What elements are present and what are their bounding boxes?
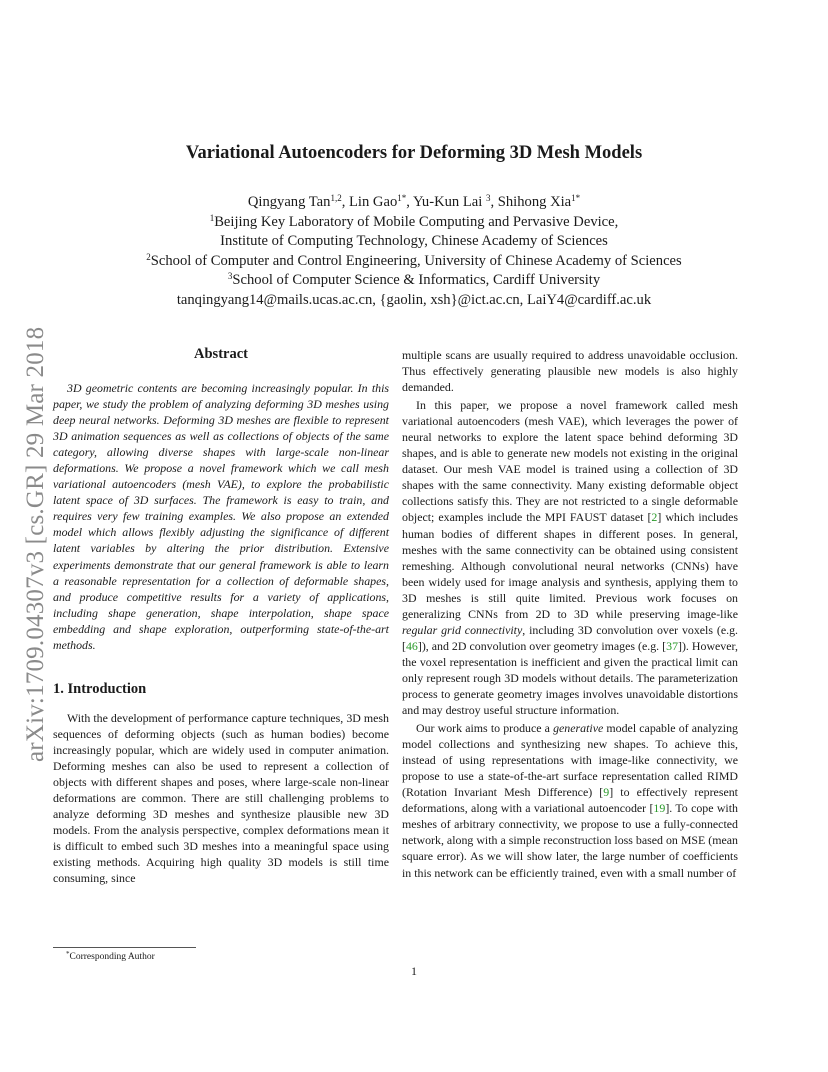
left-column (53, 344, 389, 886)
right-column (402, 347, 738, 881)
abstract-heading: Abstract (194, 346, 248, 362)
text-run: ]. To cope with meshes of arbitrary connectivity, we propose to use a fully-connected network, along with a simple reconstruction loss based on MSE (mean square error). As we will show later, the large number of coefficients in this network can be efficiently trained, even with a small number of (402, 801, 738, 880)
affiliation-3 (60, 271, 768, 291)
aff-sup: 2 (146, 251, 151, 262)
footnote-mark: * (66, 950, 70, 958)
intro-heading: 1. Introduction (53, 680, 147, 697)
footnote-rule (53, 947, 196, 948)
emphasis: generative (553, 721, 604, 736)
author-name: , Lin Gao (341, 194, 398, 210)
author-name: , Yu-Kun Lai (406, 194, 486, 210)
citation-link[interactable]: 37 (666, 638, 679, 653)
author-sup: 1,2 (330, 193, 342, 203)
author-line (60, 193, 768, 213)
aff-sup: 3 (227, 271, 233, 281)
author-sup: 1* (571, 193, 581, 203)
text-run: , including 3D convolution over voxels (e.g. [ (402, 622, 738, 653)
footnote-text: Corresponding Author (69, 952, 155, 962)
emails: tanqingyang14@mails.ucas.ac.cn, {gaolin, xsh}@ict.ac.cn, LaiY4@cardiff.ac.uk (176, 291, 652, 308)
body-paragraph-3 (402, 720, 738, 880)
aff-text: School of Computer and Control Engineering, University of Chinese Academy of Sciences (150, 252, 682, 269)
page-number: 1 (411, 964, 417, 978)
author-sup: 3 (485, 193, 491, 203)
author-name: , Shihong Xia (490, 194, 572, 210)
intro-paragraph: With the development of performance capture techniques, 3D mesh sequences of deforming objects (such as human bodies) become increasingly popular, which are widely used in computer animation. Deforming meshes can also be used to represent a collection of objects with different shapes and poses, where large-scale non-linear deformations are common. There are still challenging problems to analyze deforming 3D meshes and synthesize plausible new 3D models. From the analysis perspective, complex deformations mean it is difficult to embed such 3D meshes into a meaningful space using existing methods. Acquiring high quality 3D models is still time consuming, since (53, 710, 389, 886)
citation-link[interactable]: 9 (603, 785, 610, 800)
continued-paragraph: multiple scans are usually required to address unavoidable occlusion. Thus effectively generating plausible new models is also highly demanded. (402, 348, 738, 395)
text-run: In this paper, we propose a novel framework called mesh variational autoencoders (mesh VAE), which leverages the power of neural networks to explore the latent space behind deforming 3D shapes, and is able to generate new models not existing in the original dataset. Our mesh VAE model is trained using a collection of 3D shapes with the same connectivity. Many existing deformable object collections satisfy this. They are not restricted to a single deformable object; examples include the MPI FAUST dataset [ (402, 398, 738, 525)
text-run: ] which includes human bodies of different shapes in different poses. In general, meshes with the same connectivity can be obtained using consistent remeshing. Although convolutional neural networks (CNNs) have been widely used for image analysis and synthesis, applying them to 3D meshes is still quite limited. Previous work focuses on generalizing CNNs from 2D to 3D while preserving image-like (402, 510, 739, 621)
footnote (66, 952, 155, 962)
body-paragraph-2 (402, 397, 738, 718)
aff-sup: 1 (209, 212, 215, 223)
arxiv-stamp: arXiv:1709.04307v3 [cs.GR] 29 Mar 2018 (22, 326, 49, 762)
author-name: Qingyang Tan (247, 194, 331, 210)
affiliation-2 (60, 252, 768, 272)
affiliation-1 (60, 213, 768, 233)
author-sup: 1* (397, 193, 407, 203)
aff-text: Beijing Key Laboratory of Mobile Computing and Pervasive Device, (214, 213, 619, 230)
aff-text: School of Computer Science & Informatics, Cardiff University (232, 272, 601, 288)
paper-title: Variational Autoencoders for Deforming 3D Mesh Models (185, 143, 643, 163)
emphasis: regular grid connectivity (402, 622, 523, 637)
text-run: ] to effectively represent deformations, along with a variational autoencoder [ (402, 785, 738, 816)
text-run: model capable of analyzing model collections and synthesizing new shapes. To achieve this, instead of using representations with image-like connectivity, we propose to use a state-of-the-art surface representation called RIMD (Rotation Invariant Mesh Difference) [ (402, 721, 738, 800)
text-run: ]), and 2D convolution over geometry images (e.g. [ (417, 638, 667, 653)
citation-link[interactable]: 2 (651, 510, 658, 525)
abstract-text: 3D geometric contents are becoming increasingly popular. In this paper, we study the problem of analyzing deforming 3D meshes using deep neural networks. Deforming 3D meshes are flexible to represent 3D animation sequences as well as collections of objects of the same category, allowing diverse shapes with large-scale non-linear deformations. We propose a novel framework which we call mesh variational autoencoders (mesh VAE), to explore the probabilistic latent space of 3D surfaces. The framework is easy to train, and requires very few training examples. We also propose an extended model which allows flexibly adjusting the significance of different latent variables by altering the prior distribution. Extensive experiments demonstrate that our general framework is able to learn a reasonable representation for a collection of deformable shapes, and produce competitive results for a variety of applications, including shape generation, shape interpolation, shape space embedding and shape exploration, outperforming state-of-the-art methods. (53, 381, 389, 652)
citation-link[interactable]: 19 (653, 801, 666, 816)
text-run: Our work aims to produce a (416, 721, 554, 736)
affiliation-1b: Institute of Computing Technology, Chinese Academy of Sciences (220, 233, 608, 249)
text-run: ]). However, the voxel representation is inefficient and given the practical limit can only represent rough 3D models without details. The parameterization process to generate geometry images involves unavoidable distortions and may destroy useful structure information. (402, 638, 738, 718)
author-block (60, 193, 768, 310)
citation-link[interactable]: 46 (405, 638, 418, 653)
